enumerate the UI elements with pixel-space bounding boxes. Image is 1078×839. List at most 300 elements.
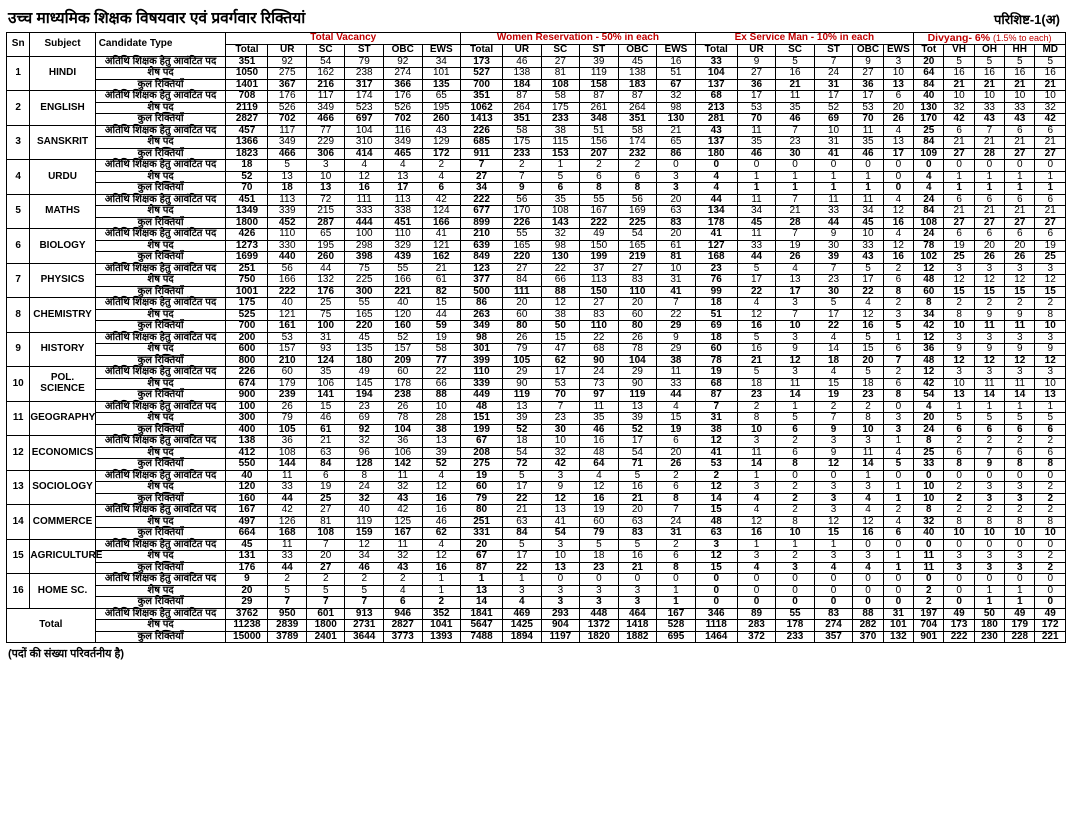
- data-cell: 4: [657, 401, 696, 413]
- data-cell: 90: [618, 378, 657, 390]
- data-cell: 0: [883, 470, 913, 482]
- data-cell: 44: [422, 309, 461, 321]
- candidate-type-cell: कुल रिक्तियाँ: [95, 597, 226, 609]
- data-cell: 1699: [226, 252, 268, 264]
- data-cell: 10: [1035, 321, 1066, 333]
- row-subject: HISTORY: [30, 332, 95, 367]
- data-cell: 9: [737, 56, 776, 68]
- table-row: [7, 79, 1066, 91]
- data-cell: 7: [776, 194, 815, 206]
- data-cell: 21: [503, 505, 542, 517]
- data-cell: 52: [814, 102, 853, 114]
- data-cell: 1401: [226, 79, 268, 91]
- table-row: [7, 516, 1066, 528]
- data-cell: 904: [541, 620, 580, 632]
- data-cell: 7: [974, 125, 1004, 137]
- data-cell: 2: [883, 263, 913, 275]
- data-cell: 46: [503, 56, 542, 68]
- row-subject: ENGLISH: [30, 91, 95, 126]
- data-cell: 1: [883, 493, 913, 505]
- data-cell: 2731: [345, 620, 384, 632]
- data-cell: 39: [422, 447, 461, 459]
- data-cell: 0: [944, 597, 974, 609]
- data-cell: 0: [853, 585, 883, 597]
- data-cell: 25: [944, 252, 974, 264]
- data-cell: 3: [814, 482, 853, 494]
- data-cell: 60: [384, 367, 423, 379]
- data-cell: 3: [1005, 367, 1035, 379]
- data-cell: 36: [268, 436, 307, 448]
- data-cell: 86: [461, 298, 503, 310]
- data-cell: 15: [814, 528, 853, 540]
- data-cell: 3: [618, 585, 657, 597]
- data-cell: 38: [541, 125, 580, 137]
- data-cell: 78: [384, 413, 423, 425]
- data-cell: 44: [268, 562, 307, 574]
- data-cell: 160: [384, 321, 423, 333]
- data-cell: 0: [944, 470, 974, 482]
- row-serial: 8: [7, 298, 30, 333]
- data-cell: 704: [914, 620, 944, 632]
- data-cell: 32: [944, 102, 974, 114]
- data-cell: 849: [461, 252, 503, 264]
- data-cell: 1: [944, 171, 974, 183]
- data-cell: 0: [695, 597, 737, 609]
- data-cell: 32: [384, 551, 423, 563]
- data-cell: 5: [853, 263, 883, 275]
- data-cell: 348: [580, 114, 619, 126]
- data-cell: 160: [226, 493, 268, 505]
- data-cell: 9: [853, 56, 883, 68]
- data-cell: 695: [657, 631, 696, 643]
- data-cell: 525: [226, 309, 268, 321]
- data-cell: 22: [503, 493, 542, 505]
- data-cell: 8: [944, 459, 974, 471]
- data-cell: 88: [853, 608, 883, 620]
- data-cell: 1: [503, 574, 542, 586]
- row-subject: GEOGRAPHY: [30, 401, 95, 436]
- annexure-label: परिशिष्ट-1(अ): [993, 12, 1060, 27]
- vacancy-table: [6, 32, 1066, 643]
- data-cell: 1823: [226, 148, 268, 160]
- data-cell: 3: [776, 332, 815, 344]
- data-cell: 1820: [580, 631, 619, 643]
- data-cell: 349: [384, 137, 423, 149]
- data-cell: 53: [541, 378, 580, 390]
- table-row: [7, 608, 1066, 620]
- table-row: [7, 390, 1066, 402]
- th-dv-md: MD: [1035, 45, 1066, 57]
- data-cell: 4: [853, 505, 883, 517]
- data-cell: 63: [306, 447, 345, 459]
- data-cell: 9: [503, 183, 542, 195]
- data-cell: 32: [345, 436, 384, 448]
- data-cell: 31: [657, 275, 696, 287]
- data-cell: 5: [944, 56, 974, 68]
- data-cell: 3762: [226, 608, 268, 620]
- row-serial: 15: [7, 539, 30, 574]
- data-cell: 6: [883, 91, 913, 103]
- data-cell: 0: [657, 574, 696, 586]
- data-cell: 12: [944, 275, 974, 287]
- data-cell: 4: [883, 447, 913, 459]
- data-cell: 2119: [226, 102, 268, 114]
- data-cell: 52: [503, 424, 542, 436]
- data-cell: 27: [306, 562, 345, 574]
- data-cell: 225: [345, 275, 384, 287]
- data-cell: 12: [944, 355, 974, 367]
- data-cell: 21: [1035, 137, 1066, 149]
- data-cell: 0: [657, 160, 696, 172]
- data-cell: 0: [914, 574, 944, 586]
- data-cell: 48: [695, 516, 737, 528]
- data-cell: 128: [345, 459, 384, 471]
- data-cell: 87: [503, 91, 542, 103]
- data-cell: 2: [580, 160, 619, 172]
- data-cell: 7: [503, 171, 542, 183]
- data-cell: 108: [914, 217, 944, 229]
- data-cell: 3: [974, 367, 1004, 379]
- table-row: [7, 436, 1066, 448]
- data-cell: 96: [345, 447, 384, 459]
- data-cell: 6: [974, 229, 1004, 241]
- data-cell: 457: [226, 125, 268, 137]
- data-cell: 1425: [503, 620, 542, 632]
- data-cell: 143: [541, 217, 580, 229]
- data-cell: 3: [944, 367, 974, 379]
- data-cell: 16: [345, 183, 384, 195]
- data-cell: 180: [345, 355, 384, 367]
- data-cell: 1: [737, 470, 776, 482]
- th-tv-total: Total: [226, 45, 268, 57]
- data-cell: 8: [883, 286, 913, 298]
- data-cell: 72: [503, 459, 542, 471]
- data-cell: 8: [914, 505, 944, 517]
- data-cell: 3: [306, 160, 345, 172]
- data-cell: 12: [853, 309, 883, 321]
- data-cell: 199: [461, 424, 503, 436]
- data-cell: 15000: [226, 631, 268, 643]
- data-cell: 30: [776, 148, 815, 160]
- data-cell: 25: [306, 493, 345, 505]
- data-cell: 35: [853, 137, 883, 149]
- candidate-type-cell: कुल रिक्तियाँ: [95, 148, 226, 160]
- row-subject: ECONOMICS: [30, 436, 95, 471]
- data-cell: 121: [422, 240, 461, 252]
- data-cell: 36: [384, 436, 423, 448]
- data-cell: 12: [883, 206, 913, 218]
- data-cell: 0: [541, 574, 580, 586]
- data-cell: 2: [944, 482, 974, 494]
- data-cell: 2: [737, 401, 776, 413]
- data-cell: 11: [974, 321, 1004, 333]
- data-cell: 66: [541, 275, 580, 287]
- data-cell: 80: [618, 321, 657, 333]
- data-cell: 2: [1035, 298, 1066, 310]
- data-cell: 281: [695, 114, 737, 126]
- data-cell: 10: [306, 171, 345, 183]
- table-row: [7, 447, 1066, 459]
- data-cell: 21: [306, 436, 345, 448]
- data-cell: 98: [461, 332, 503, 344]
- data-cell: 50: [974, 608, 1004, 620]
- data-cell: 109: [914, 148, 944, 160]
- data-cell: 39: [580, 56, 619, 68]
- data-cell: 16: [737, 344, 776, 356]
- data-cell: 1: [776, 401, 815, 413]
- data-cell: 2: [944, 298, 974, 310]
- data-cell: 21: [776, 79, 815, 91]
- data-cell: 117: [268, 125, 307, 137]
- data-cell: 1: [853, 183, 883, 195]
- data-cell: 49: [944, 608, 974, 620]
- data-cell: 12: [1035, 275, 1066, 287]
- data-cell: 135: [345, 344, 384, 356]
- th-tv-st: ST: [345, 45, 384, 57]
- data-cell: 37: [580, 263, 619, 275]
- candidate-type-cell: शेष पद: [95, 585, 226, 597]
- data-cell: 20: [618, 505, 657, 517]
- data-cell: 0: [944, 539, 974, 551]
- data-cell: 20: [657, 194, 696, 206]
- data-cell: 1: [1005, 183, 1035, 195]
- data-cell: 4: [695, 183, 737, 195]
- data-cell: 46: [306, 413, 345, 425]
- data-cell: 15: [541, 332, 580, 344]
- data-cell: 3: [974, 551, 1004, 563]
- data-cell: 6: [1005, 125, 1035, 137]
- data-cell: 221: [384, 286, 423, 298]
- data-cell: 17: [814, 309, 853, 321]
- data-cell: 106: [384, 447, 423, 459]
- data-cell: 180: [974, 620, 1004, 632]
- data-cell: 119: [580, 68, 619, 80]
- table-row: [7, 102, 1066, 114]
- data-cell: 2: [1035, 551, 1066, 563]
- data-cell: 23: [580, 562, 619, 574]
- data-cell: 7: [883, 355, 913, 367]
- data-cell: 0: [737, 597, 776, 609]
- data-cell: 56: [503, 194, 542, 206]
- data-cell: 113: [384, 194, 423, 206]
- data-cell: 84: [503, 275, 542, 287]
- data-cell: 5: [618, 539, 657, 551]
- data-cell: 275: [461, 459, 503, 471]
- data-cell: 21: [422, 263, 461, 275]
- data-cell: 17: [883, 148, 913, 160]
- th-wr-ews: EWS: [657, 45, 696, 57]
- data-cell: 46: [776, 114, 815, 126]
- th-dv-tot: Tot: [914, 45, 944, 57]
- data-cell: 5: [853, 332, 883, 344]
- candidate-type-cell: अतिथि शिक्षक हेतु आवंटित पद: [95, 56, 226, 68]
- data-cell: 39: [618, 413, 657, 425]
- data-cell: 27: [853, 68, 883, 80]
- data-cell: 233: [541, 114, 580, 126]
- data-cell: 125: [384, 516, 423, 528]
- data-cell: 31: [657, 528, 696, 540]
- data-cell: 34: [737, 206, 776, 218]
- data-cell: 55: [776, 608, 815, 620]
- data-cell: 62: [541, 355, 580, 367]
- data-cell: 0: [1035, 539, 1066, 551]
- data-cell: 67: [461, 551, 503, 563]
- data-cell: 55: [345, 298, 384, 310]
- data-cell: 124: [306, 355, 345, 367]
- data-cell: 1: [1005, 597, 1035, 609]
- data-cell: 168: [268, 528, 307, 540]
- data-cell: 1349: [226, 206, 268, 218]
- data-cell: 83: [580, 309, 619, 321]
- data-cell: 92: [384, 56, 423, 68]
- data-cell: 36: [853, 79, 883, 91]
- table-body: [7, 56, 1066, 643]
- data-cell: 132: [306, 275, 345, 287]
- data-cell: 12: [914, 332, 944, 344]
- data-cell: 19: [1035, 240, 1066, 252]
- data-cell: 141: [306, 390, 345, 402]
- table-row: [7, 482, 1066, 494]
- data-cell: 1: [422, 574, 461, 586]
- data-cell: 83: [618, 275, 657, 287]
- data-cell: 2: [1005, 436, 1035, 448]
- data-cell: 3: [974, 562, 1004, 574]
- data-cell: 5: [580, 539, 619, 551]
- data-cell: 677: [461, 206, 503, 218]
- data-cell: 31: [814, 79, 853, 91]
- data-cell: 10: [883, 68, 913, 80]
- data-cell: 200: [226, 332, 268, 344]
- data-cell: 1: [974, 183, 1004, 195]
- th-sn: Sn: [7, 33, 30, 57]
- data-cell: 102: [914, 252, 944, 264]
- data-cell: 550: [226, 459, 268, 471]
- data-cell: 84: [914, 206, 944, 218]
- data-cell: 3: [695, 539, 737, 551]
- data-cell: 92: [345, 424, 384, 436]
- data-cell: 12: [737, 516, 776, 528]
- data-cell: 12: [883, 240, 913, 252]
- table-row: [7, 171, 1066, 183]
- data-cell: 76: [695, 275, 737, 287]
- data-cell: 16: [580, 493, 619, 505]
- data-cell: 63: [695, 528, 737, 540]
- data-cell: 20: [853, 355, 883, 367]
- data-cell: 3: [974, 263, 1004, 275]
- data-cell: 6: [944, 447, 974, 459]
- data-cell: 60: [580, 516, 619, 528]
- data-cell: 220: [345, 321, 384, 333]
- data-cell: 183: [618, 79, 657, 91]
- th-wr-obc: OBC: [618, 45, 657, 57]
- data-cell: 0: [695, 585, 737, 597]
- data-cell: 15: [853, 344, 883, 356]
- candidate-type-cell: कुल रिक्तियाँ: [95, 459, 226, 471]
- data-cell: 282: [853, 620, 883, 632]
- data-cell: 16: [1035, 68, 1066, 80]
- data-cell: 11: [853, 125, 883, 137]
- data-cell: 11: [737, 447, 776, 459]
- data-cell: 1413: [461, 114, 503, 126]
- data-cell: 52: [384, 332, 423, 344]
- data-cell: 156: [580, 137, 619, 149]
- data-cell: 70: [541, 390, 580, 402]
- title-bar: [0, 0, 1078, 32]
- data-cell: 7488: [461, 631, 503, 643]
- data-cell: 1: [737, 171, 776, 183]
- data-cell: 11: [384, 539, 423, 551]
- data-cell: 0: [944, 585, 974, 597]
- data-cell: 0: [1005, 160, 1035, 172]
- data-cell: 195: [422, 102, 461, 114]
- data-cell: 67: [461, 436, 503, 448]
- data-cell: 0: [814, 585, 853, 597]
- data-cell: 3: [814, 551, 853, 563]
- data-cell: 366: [384, 79, 423, 91]
- data-cell: 113: [268, 194, 307, 206]
- data-cell: 3: [737, 482, 776, 494]
- data-cell: 274: [384, 68, 423, 80]
- data-cell: 58: [503, 125, 542, 137]
- data-cell: 5: [737, 263, 776, 275]
- data-cell: 330: [268, 240, 307, 252]
- data-cell: 6: [1005, 447, 1035, 459]
- data-cell: 87: [695, 390, 737, 402]
- data-cell: 106: [306, 378, 345, 390]
- data-cell: 2: [974, 436, 1004, 448]
- data-cell: 20: [306, 551, 345, 563]
- data-cell: 1: [776, 183, 815, 195]
- data-cell: 697: [345, 114, 384, 126]
- candidate-type-cell: कुल रिक्तियाँ: [95, 114, 226, 126]
- data-cell: 16: [422, 493, 461, 505]
- data-cell: 137: [695, 137, 737, 149]
- data-cell: 414: [345, 148, 384, 160]
- row-serial: 16: [7, 574, 30, 609]
- data-cell: 10: [914, 482, 944, 494]
- data-cell: 22: [737, 286, 776, 298]
- candidate-type-cell: अतिथि शिक्षक हेतु आवंटित पद: [95, 229, 226, 241]
- candidate-type-cell: शेष पद: [95, 275, 226, 287]
- data-cell: 58: [422, 344, 461, 356]
- data-cell: 33: [914, 459, 944, 471]
- data-cell: 9: [776, 344, 815, 356]
- data-cell: 27: [1035, 217, 1066, 229]
- data-cell: 6: [883, 275, 913, 287]
- data-cell: 18: [695, 332, 737, 344]
- candidate-type-cell: अतिथि शिक्षक हेतु आवंटित पद: [95, 263, 226, 275]
- data-cell: 81: [657, 252, 696, 264]
- data-cell: 68: [580, 344, 619, 356]
- data-cell: 466: [306, 114, 345, 126]
- data-cell: 3: [974, 493, 1004, 505]
- data-cell: 61: [422, 275, 461, 287]
- data-cell: 26: [776, 252, 815, 264]
- data-cell: 144: [268, 459, 307, 471]
- group-women-reservation: Women Reservation - 50% in each: [461, 33, 696, 45]
- data-cell: 176: [384, 91, 423, 103]
- data-cell: 4: [883, 516, 913, 528]
- data-cell: 34: [914, 309, 944, 321]
- data-cell: 1: [883, 551, 913, 563]
- data-cell: 226: [503, 217, 542, 229]
- data-cell: 5: [974, 413, 1004, 425]
- data-cell: 0: [944, 574, 974, 586]
- data-cell: 167: [384, 528, 423, 540]
- table-row: [7, 125, 1066, 137]
- data-cell: 2: [944, 436, 974, 448]
- data-cell: 21: [974, 79, 1004, 91]
